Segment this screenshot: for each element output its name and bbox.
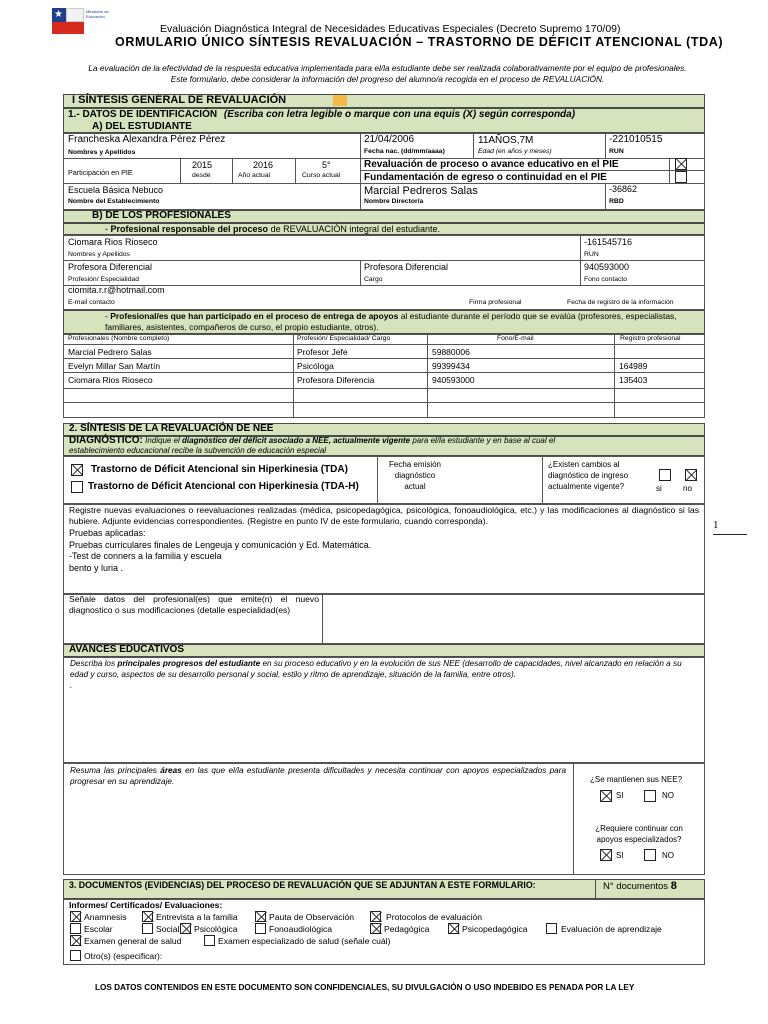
table-row-name[interactable]: Evelyn Millar San Martín <box>68 361 161 371</box>
table-row-fono[interactable]: 940593000 <box>432 375 475 385</box>
table-row-name[interactable]: Marcial Pedrero Salas <box>68 347 152 357</box>
tda-con-label: Trastorno de Déficit Atencional con Hiperkinesia (TDA-H) <box>88 481 359 492</box>
continuar-question: ¿Requiere continuar con apoyos especializados? <box>595 824 683 844</box>
prof-fono[interactable]: 940593000 <box>584 262 630 272</box>
tda-sin-label: Trastorno de Déficit Atencional sin Hiperkinesia (TDA) <box>91 464 348 475</box>
table-row-cargo[interactable]: Profesora Diferencia <box>297 375 375 385</box>
table-row-fono[interactable]: 99399434 <box>432 361 470 371</box>
continuar-si-checkbox[interactable] <box>600 849 612 861</box>
escolar-label: Escolar <box>84 924 113 934</box>
pedagogica-checkbox[interactable] <box>370 923 381 934</box>
prof-resp-text: - Profesional responsable del proceso de REVALUACIÓN integral del estudiante. <box>105 224 440 234</box>
mantienen-no-label: NO <box>662 791 674 800</box>
fecha-emision-label: Fecha emisión diagnóstico actual <box>388 460 442 491</box>
social-label: Social <box>156 924 180 934</box>
psicopedagogica-label: Psicopedagógica <box>462 924 528 934</box>
student-name-label: Nombres y Apellidos <box>68 149 136 156</box>
intro-text: La evaluación de la efectividad de la respuesta educativa implementada para el/la estudiante debe ser realizada colaborativamente por el equipo de profesionales. Este formulario, debe considerar la información del progreso del alumno/a recogida en el proceso de REVALUACIÓN. <box>88 63 687 84</box>
team-header-cargo: Profesión/ Especialidad/ Cargo <box>297 335 391 342</box>
section3-title: 3. DOCUMENTOS (EVIDENCIAS) DEL PROCESO DE REVALUACIÓN QUE SE ADJUNTAN A ESTE FORMULARIO: <box>69 880 536 890</box>
ministry-logo: ★ Ministerio de Educación <box>52 8 112 48</box>
section1-title: I SÍNTESIS GENERAL DE REVALUACIÓN <box>72 94 287 106</box>
mantienen-question: ¿Se mantienen sus NEE? <box>590 775 683 784</box>
team-table <box>63 334 705 418</box>
evaluacion-aprendizaje-label: Evaluación de aprendizaje <box>561 924 662 934</box>
prof-especialidad-label: Profesión/ Especialidad <box>68 276 140 283</box>
fund-egreso-checkbox[interactable] <box>675 171 687 183</box>
entrevista-label: Entrevista a la familia <box>156 912 238 922</box>
otros-checkbox[interactable] <box>70 950 81 961</box>
reval-proceso-checkbox[interactable] <box>675 158 687 170</box>
mantienen-si-checkbox[interactable] <box>600 790 612 802</box>
school-label: Nombre del Establecimiento <box>68 198 160 205</box>
prof-name[interactable]: Ciomara Rios Rioseco <box>68 237 158 247</box>
fund-egreso-label: Fundamentación de egreso o continuidad en el PIE <box>364 172 607 183</box>
student-run[interactable]: -221010515 <box>609 134 663 145</box>
mantienen-si-label: SI <box>616 791 624 800</box>
pie-desde-label: desde <box>192 172 211 179</box>
pauta-checkbox[interactable] <box>255 911 266 922</box>
section2-title: 2. SÍNTESIS DE LA REVALUACIÓN DE NEE <box>69 423 274 434</box>
table-row-fono[interactable]: 59880006 <box>432 347 470 357</box>
fecha-registro-label: Fecha de registro de la información <box>567 299 674 306</box>
form-subtitle: Evaluación Diagnóstica Integral de Necesidades Educativas Especiales (Decreto Supremo 170/09) <box>160 23 621 35</box>
age-label: Edad (en años y meses) <box>478 148 552 155</box>
director-name[interactable]: Marcial Pedreros Salas <box>364 185 478 197</box>
examen-especializado-label: Examen especializado de salud (señale cuál) <box>218 936 391 946</box>
examen-general-label: Examen general de salud <box>84 936 182 946</box>
mantienen-no-checkbox[interactable] <box>644 790 656 802</box>
n-docs[interactable]: N° documentos 8 <box>603 880 677 892</box>
rbd[interactable]: -36862 <box>609 184 638 194</box>
senale-label: Señale datos del profesional(es) que emite(n) el nuevo diagnostico o sus modificaciones (detalle especialidad(es) <box>69 594 319 615</box>
firma-label: Firma profesional <box>469 299 522 306</box>
team-header-registro: Registro profesional <box>620 335 681 342</box>
avances-description: Describa los principales progresos del estudiante en su proceso educativo y en la evolución de sus NEE (desarrollo de capacidades, nivel alcanzado en relación a su edad y curso, aspectos de su desarrollo personal y social, estilo y ritmo de aprendizaje, situación de la familia, entre otros). . <box>70 659 682 690</box>
table-row-registro[interactable]: 135403 <box>619 375 648 385</box>
form-title: ORMULARIO ÚNICO SÍNTESIS REVALUACIÓN – TRASTORNO DE DÉFICIT ATENCIONAL (TDA) <box>115 35 724 49</box>
curso-label: Curso actual <box>302 172 341 179</box>
school-name[interactable]: Escuela Básica Nebuco <box>68 185 164 195</box>
pie-actual-label: Año actual <box>238 172 271 179</box>
psicologica-checkbox[interactable] <box>180 923 191 934</box>
otros-label: Otro(s) (especificar): <box>84 951 163 961</box>
profesionales-title: B) DE LOS PROFESIONALES <box>92 210 231 221</box>
birth-date[interactable]: 21/04/2006 <box>364 134 415 145</box>
pie-desde[interactable]: 2015 <box>192 160 213 170</box>
student-age[interactable]: 11AÑOS,7M <box>478 135 534 146</box>
highlight-mark <box>333 95 347 106</box>
prof-fono-label: Fono contacto <box>584 276 628 283</box>
anamnesis-checkbox[interactable] <box>70 911 81 922</box>
prof-run[interactable]: -161545716 <box>584 237 633 247</box>
continuar-no-checkbox[interactable] <box>644 849 656 861</box>
participantes-text: - Profesional/es que han participado en el proceso de entrega de apoyos al estudiante durante el período que se evalúa (profesores, especialistas, familiares, asistentes, compañeros de curso, el propio estudiante, otros). <box>105 311 677 332</box>
director-label: Nombre Director/a <box>364 198 424 205</box>
pie-label: Participación en PIE <box>68 168 133 177</box>
prof-cargo[interactable]: Profesora Diferencial <box>364 262 449 272</box>
cambios-no-checkbox[interactable] <box>685 469 697 481</box>
ministry-logo-text: Ministerio de Educación <box>86 9 109 19</box>
pie-actual[interactable]: 2016 <box>253 160 274 170</box>
fonoaudiologica-label: Fonoaudiológica <box>269 924 333 934</box>
team-header-name: Profesionales (Nombre completo) <box>68 335 170 342</box>
table-row-registro[interactable]: 164989 <box>619 361 648 371</box>
examen-especializado-checkbox[interactable] <box>204 935 215 946</box>
rbd-label: RBD <box>609 198 624 205</box>
table-row-name[interactable]: Ciomara Rios Rioseco <box>68 375 153 385</box>
cambios-question: ¿Existen cambios al diagnóstico de ingreso actualmente vigente? <box>548 460 629 491</box>
pedagogica-label: Pedagógica <box>384 924 430 934</box>
avances-title: AVANCES EDUCATIVOS <box>69 644 185 655</box>
prof-email-label: E-mail contacto <box>68 299 115 306</box>
cambios-si-checkbox[interactable] <box>659 469 671 481</box>
psicopedagogica-checkbox[interactable] <box>448 923 459 934</box>
protocolos-label: Protocolos de evaluación <box>386 912 483 922</box>
prof-name-label: Nombres y Apellidos <box>68 251 130 258</box>
student-name[interactable]: Francheska Alexandra Pérez Pérez <box>68 134 226 145</box>
run-label: RUN <box>609 148 624 155</box>
prof-cargo-label: Cargo <box>364 276 383 283</box>
cambios-si-label: si <box>656 484 662 493</box>
examen-general-checkbox[interactable] <box>70 935 81 946</box>
protocolos-checkbox[interactable] <box>370 911 381 922</box>
birth-date-label: Fecha nac. (dd/mm/aaaa) <box>364 148 445 155</box>
continuar-si-label: SI <box>616 851 624 860</box>
cambios-no-label: no <box>683 484 692 493</box>
escolar-checkbox[interactable] <box>70 923 81 934</box>
anamnesis-label: Anamnesis <box>84 912 127 922</box>
prof-run-label: RUN <box>584 251 599 258</box>
psicologica-label: Psicológica <box>194 924 238 934</box>
page-note-number: 1 <box>713 519 719 531</box>
resuma-description: Resuma las principales áreas en las que el/la estudiante presenta dificultades y necesita continuar con apoyos especializados para progresar en su aprendizaje. <box>70 766 566 786</box>
datos-title: 1.- DATOS DE IDENTIFICACIÓN (Escriba con letra legible o marque con una equis (X) según corresponda) <box>68 109 576 120</box>
pruebas-aplicadas[interactable]: Pruebas aplicadas: Pruebas curriculares finales de Lengeuja y comunicación y Ed. Matemática. -Test de conners a la familia y escuela bento y luria . <box>69 528 372 573</box>
confidentiality-footer: LOS DATOS CONTENIDOS EN ESTE DOCUMENTO SON CONFIDENCIALES, SU DIVULGACIÓN O USO INDEBIDO ES PENADA POR LA LEY <box>95 983 635 992</box>
estudiante-title: A) DEL ESTUDIANTE <box>92 121 192 132</box>
informes-label: Informes/ Certificados/ Evaluaciones: <box>69 900 223 910</box>
prof-email[interactable]: ciomita.r.r@hotmail.com <box>68 285 165 295</box>
social-checkbox[interactable] <box>142 923 153 934</box>
fonoaudiologica-checkbox[interactable] <box>255 923 266 934</box>
registre-instructions: Registre nuevas evaluaciones o reevaluaciones realizadas (médica, psicopedagógica, psicológica, fonoaudiológica, etc.) y las modificaciones al diagnóstico si las hubiere. Adjunte evidencias correspondientes. (Registre en punto IV de este formulario, cuando corresponda). <box>69 505 699 526</box>
table-row-cargo[interactable]: Profesor Jefe <box>297 347 348 357</box>
continuar-no-label: NO <box>662 851 674 860</box>
evaluacion-aprendizaje-checkbox[interactable] <box>546 923 557 934</box>
entrevista-checkbox[interactable] <box>142 911 153 922</box>
pauta-label: Pauta de Observación <box>269 912 355 922</box>
table-row-cargo[interactable]: Psicóloga <box>297 361 334 371</box>
tda-sin-checkbox[interactable] <box>71 464 83 476</box>
diag-instructions: DIAGNÓSTICO: Indique el diagnóstico del déficit asociado a NEE, actualmente vigente para el/la estudiante y en base al cual el establecimiento educacional recibe la subvención de educación especial <box>69 435 556 455</box>
team-header-fono: Fono/E-mail <box>497 335 534 342</box>
reval-proceso-label: Revaluación de proceso o avance educativo en el PIE <box>364 159 619 170</box>
prof-especialidad[interactable]: Profesora Diferencial <box>68 262 153 272</box>
curso-actual[interactable]: 5° <box>322 160 331 170</box>
